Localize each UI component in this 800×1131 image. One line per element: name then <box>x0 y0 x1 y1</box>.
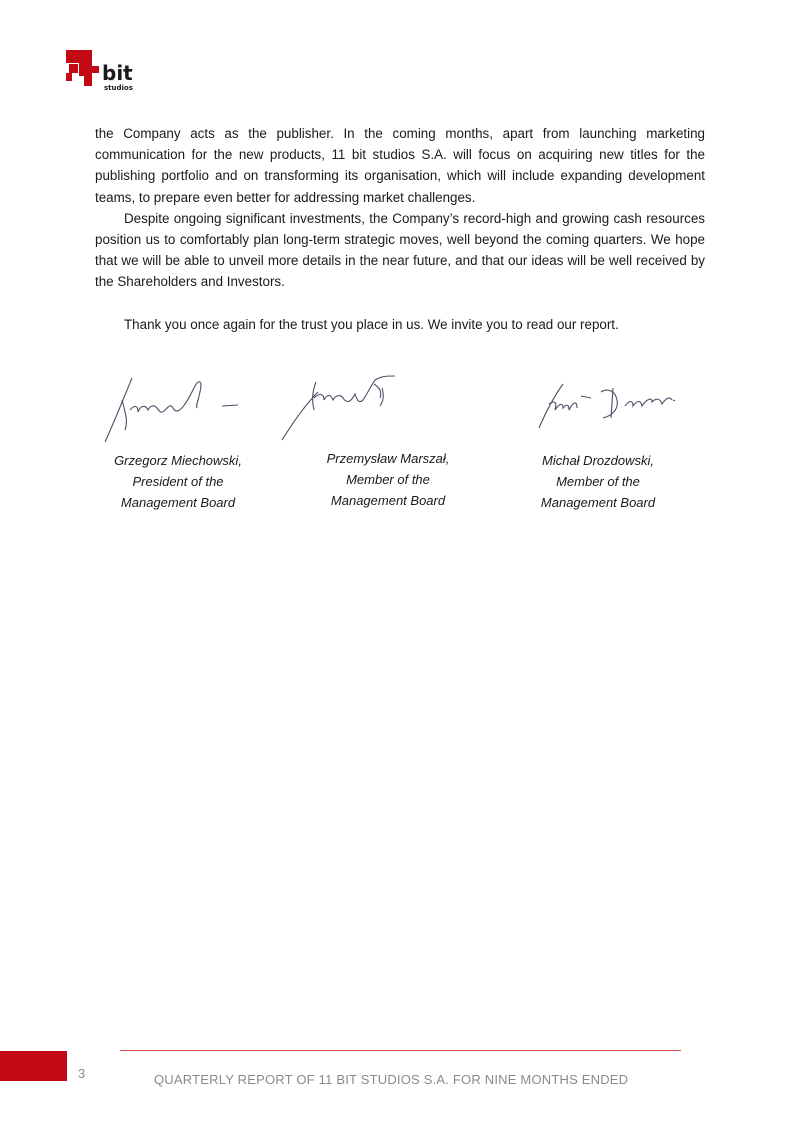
signatory-role: Member of the <box>346 472 430 487</box>
footer-report-title: QUARTERLY REPORT OF 11 BIT STUDIOS S.A. FOR NINE MONTHS ENDED <box>154 1072 629 1087</box>
signatory-role: Management Board <box>540 495 656 510</box>
signatory-name: Grzegorz Miechowski, <box>114 453 242 468</box>
signatory-role: Member of the <box>556 474 640 489</box>
signatory-role: Management Board <box>120 495 236 510</box>
company-logo <box>66 50 156 94</box>
svg-text:bit: bit <box>102 61 133 85</box>
page-number: 3 <box>78 1066 86 1081</box>
footer-accent-block <box>0 1051 67 1081</box>
footer-divider <box>120 1050 681 1051</box>
signatory-role: President of the <box>132 474 224 489</box>
paragraph-1: the Company acts as the publisher. In the coming months, apart from launching marketing communication for the new products, 11 bit studios S.A. will focus on acquiring new titles for the publishing portfolio and on transforming its organisation, which will include expanding development teams, to prepare even better for addressing market challenges. <box>95 126 705 205</box>
signature-drozdowski <box>535 378 685 433</box>
signatory-name: Michał Drozdowski, <box>542 453 654 468</box>
signature-miechowski <box>100 370 245 445</box>
paragraph-2: Despite ongoing significant investments, the Company’s record-high and growing cash resources position us to comfortably plan long-term strategic moves, well beyond the coming quarters. We hope that we will be able to unveil more details in the near future, and that our ideas will be well received by the Shareholders and Investors. <box>95 210 705 290</box>
svg-text:studios: studios <box>104 84 133 92</box>
signatory-1 <box>78 450 278 513</box>
letter-body <box>95 123 705 335</box>
paragraph-3: Thank you once again for the trust you place in us. We invite you to read our report. <box>124 316 619 332</box>
signature-marszal <box>278 372 413 444</box>
signatory-name: Przemysław Marszał, <box>326 451 450 466</box>
logo-graphic <box>66 50 156 94</box>
signatory-3 <box>498 450 698 513</box>
signatory-2 <box>288 448 488 511</box>
signatory-role: Management Board <box>330 493 446 508</box>
